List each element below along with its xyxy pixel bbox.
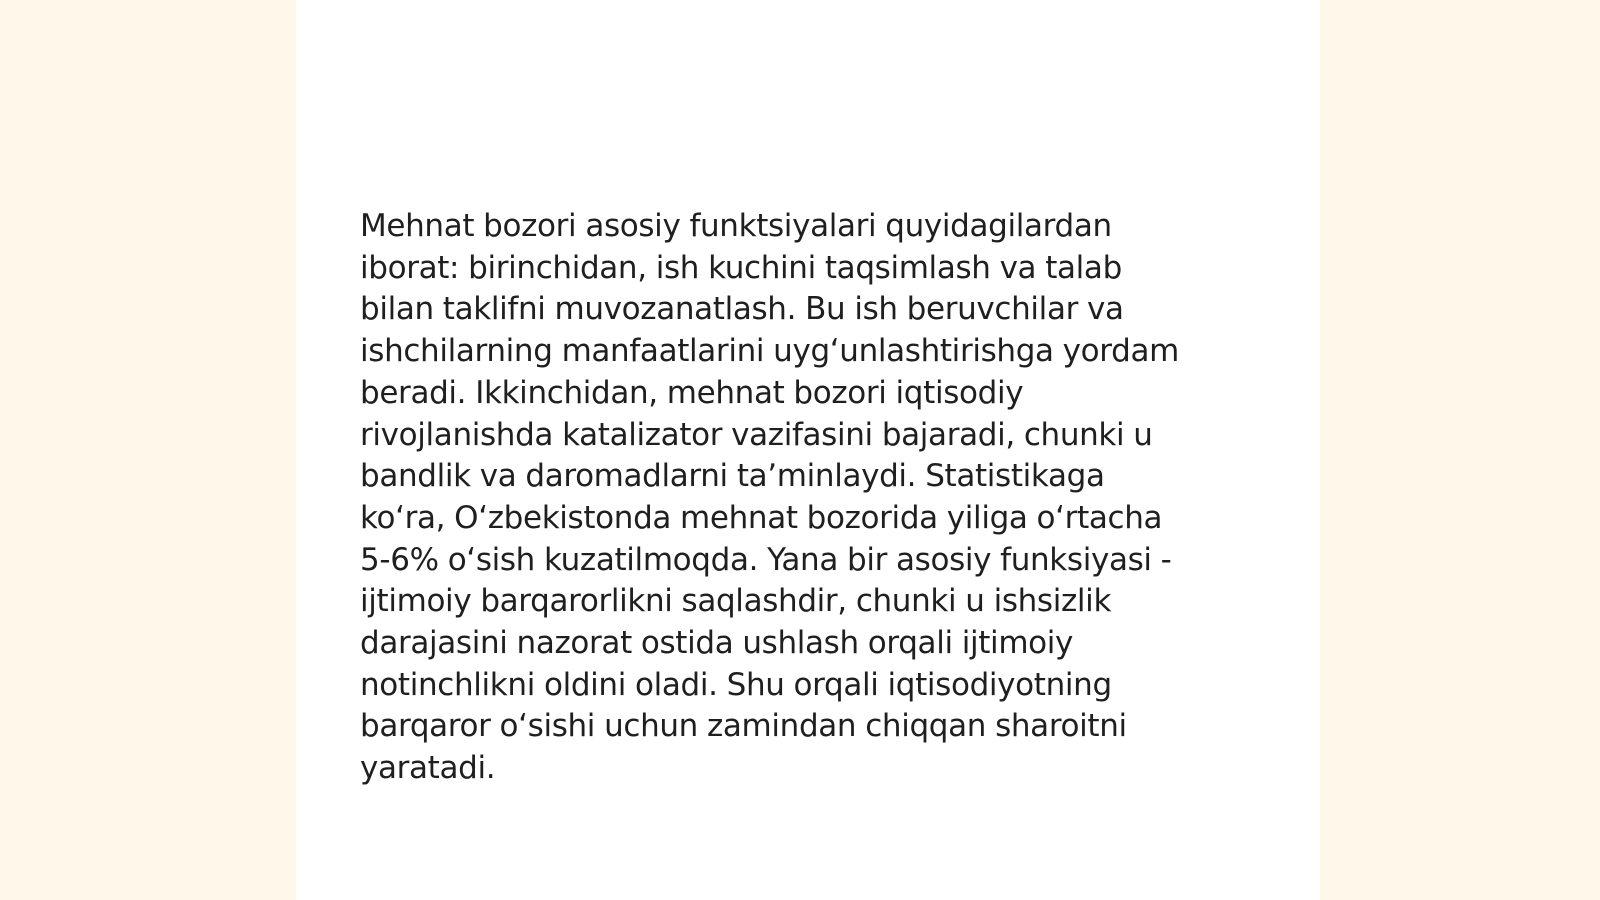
slide-body-text xyxy=(360,206,1250,790)
text-line: koʻra, Oʻzbekistonda mehnat bozorida yiliga oʻrtacha xyxy=(360,499,1163,536)
text-line: ishchilarning manfaatlarini uygʻunlashtirishga yordam xyxy=(360,333,1179,370)
text-line: beradi. Ikkinchidan, mehnat bozori iqtisodiy xyxy=(360,374,1024,411)
text-line: bandlik va daromadlarni taʼminlaydi. Statistikaga xyxy=(360,458,1105,495)
text-line: 5-6% oʻsish kuzatilmoqda. Yana bir asosiy funksiyasi - xyxy=(360,541,1172,578)
text-line: barqaror oʻsishi uchun zamindan chiqqan sharoitni xyxy=(360,708,1127,745)
text-line: ijtimoiy barqarorlikni saqlashdir, chunki u ishsizlik xyxy=(360,583,1112,620)
text-line: Mehnat bozori asosiy funktsiyalari quyidagilardan xyxy=(360,208,1112,244)
text-line: rivojlanishda katalizator vazifasini bajaradi, chunki u xyxy=(360,416,1153,453)
text-line: yaratadi. xyxy=(360,750,496,787)
text-line: bilan taklifni muvozanatlash. Bu ish beruvchilar va xyxy=(360,291,1124,328)
text-line: darajasini nazorat ostida ushlash orqali ijtimoiy xyxy=(360,625,1074,662)
text-line: notinchlikni oldini oladi. Shu orqali iqtisodiyotning xyxy=(360,666,1112,703)
text-line: iborat: birinchidan, ish kuchini taqsimlash va talab xyxy=(360,249,1122,286)
slide xyxy=(296,0,1320,900)
